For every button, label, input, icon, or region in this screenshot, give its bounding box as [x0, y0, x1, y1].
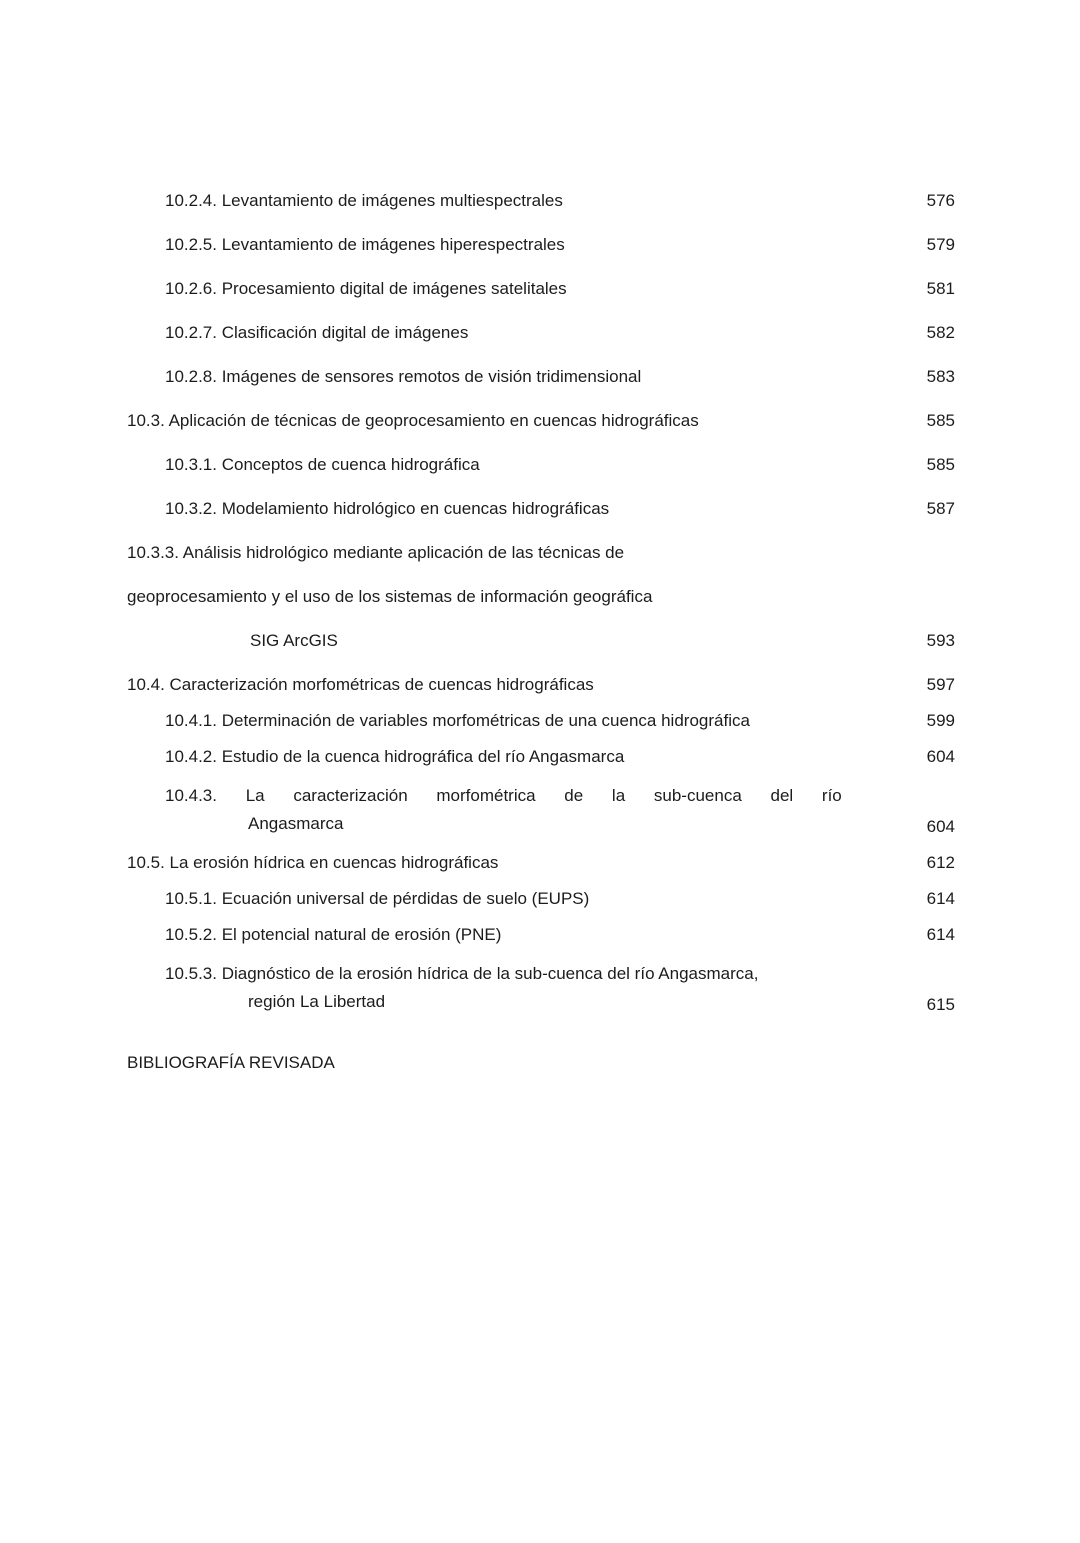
toc-entry: [127, 746, 955, 768]
toc-entry: [127, 924, 955, 946]
toc-entry: [127, 410, 955, 432]
toc-entry-text: 10.3.3. Análisis hidrológico mediante aplicación de las técnicas de: [127, 543, 625, 562]
toc-entry: [127, 454, 955, 476]
toc-page-number: 576: [926, 191, 955, 210]
toc-page-number: 604: [926, 747, 955, 766]
toc-entry-line2: región La Libertad: [248, 992, 386, 1011]
toc-entry: [127, 852, 955, 874]
toc-entry: [127, 322, 955, 344]
toc-entry: [127, 674, 955, 696]
toc-page-number: 614: [926, 889, 955, 908]
toc-entry-text: 10.5. La erosión hídrica en cuencas hidrográficas: [127, 853, 499, 872]
toc-entry: [127, 190, 955, 212]
toc-entry: [127, 782, 955, 838]
toc-entry-line2: Angasmarca: [248, 814, 344, 833]
toc-page-number: 585: [926, 411, 955, 430]
toc-entry: [127, 710, 955, 732]
toc-entry: [127, 542, 955, 564]
toc-page-number: 583: [926, 367, 955, 386]
toc-page-number: 581: [926, 279, 955, 298]
toc-entry-text: [127, 960, 905, 1016]
toc-entry: [127, 586, 955, 608]
toc-page-number: 615: [926, 995, 955, 1014]
toc-entry: [127, 234, 955, 256]
toc-page-number: 612: [926, 853, 955, 872]
toc-entry-text: SIG ArcGIS: [250, 631, 338, 650]
toc-page-number: 597: [926, 675, 955, 694]
toc-page-number: 593: [926, 631, 955, 650]
toc-page-number: 585: [926, 455, 955, 474]
toc-entry: [127, 278, 955, 300]
toc-entry-text: 10.2.8. Imágenes de sensores remotos de visión tridimensional: [165, 367, 642, 386]
toc-page-number: 604: [926, 817, 955, 836]
toc-page-number: 582: [926, 323, 955, 342]
toc-entry-text: 10.4. Caracterización morfométricas de cuencas hidrográficas: [127, 675, 594, 694]
toc-entry-text: 10.3.1. Conceptos de cuenca hidrográfica: [165, 455, 480, 474]
toc-entry-text: 10.4.2. Estudio de la cuenca hidrográfica del río Angasmarca: [165, 747, 625, 766]
toc-entry-line1: 10.5.3. Diagnóstico de la erosión hídrica de la sub-cuenca del río Angasmarca,: [165, 964, 759, 983]
toc-entry: [127, 630, 955, 652]
toc-entry: [127, 498, 955, 520]
toc-entry-text: geoprocesamiento y el uso de los sistemas de información geográfica: [127, 587, 653, 606]
toc-entry-text: 10.3.2. Modelamiento hidrológico en cuencas hidrográficas: [165, 499, 610, 518]
toc-page-number: 599: [926, 711, 955, 730]
toc-entry-text: 10.2.4. Levantamiento de imágenes multiespectrales: [165, 191, 563, 210]
toc-page-number: 587: [926, 499, 955, 518]
bibliography-heading: BIBLIOGRAFÍA REVISADA: [127, 1053, 335, 1072]
toc-entry-text: 10.5.1. Ecuación universal de pérdidas de suelo (EUPS): [165, 889, 590, 908]
toc-entry-line1: 10.4.3. La caracterización morfométrica de la sub-cuenca del río: [165, 786, 842, 805]
toc-page-number: 579: [926, 235, 955, 254]
toc-entry: [127, 960, 955, 1016]
toc-entry-text: 10.2.5. Levantamiento de imágenes hiperespectrales: [165, 235, 565, 254]
toc-entry: [127, 366, 955, 388]
toc-entry-text: 10.3. Aplicación de técnicas de geoprocesamiento en cuencas hidrográficas: [127, 411, 699, 430]
toc-page-number: 614: [926, 925, 955, 944]
toc-entry-text: [127, 782, 905, 838]
toc-entry-text: 10.2.7. Clasificación digital de imágenes: [165, 323, 469, 342]
toc-entry-text: 10.2.6. Procesamiento digital de imágenes satelitales: [165, 279, 567, 298]
toc-entry-text: 10.4.1. Determinación de variables morfométricas de una cuenca hidrográfica: [165, 711, 750, 730]
toc-entry: [127, 888, 955, 910]
toc-entry-text: 10.5.2. El potencial natural de erosión (PNE): [165, 925, 502, 944]
